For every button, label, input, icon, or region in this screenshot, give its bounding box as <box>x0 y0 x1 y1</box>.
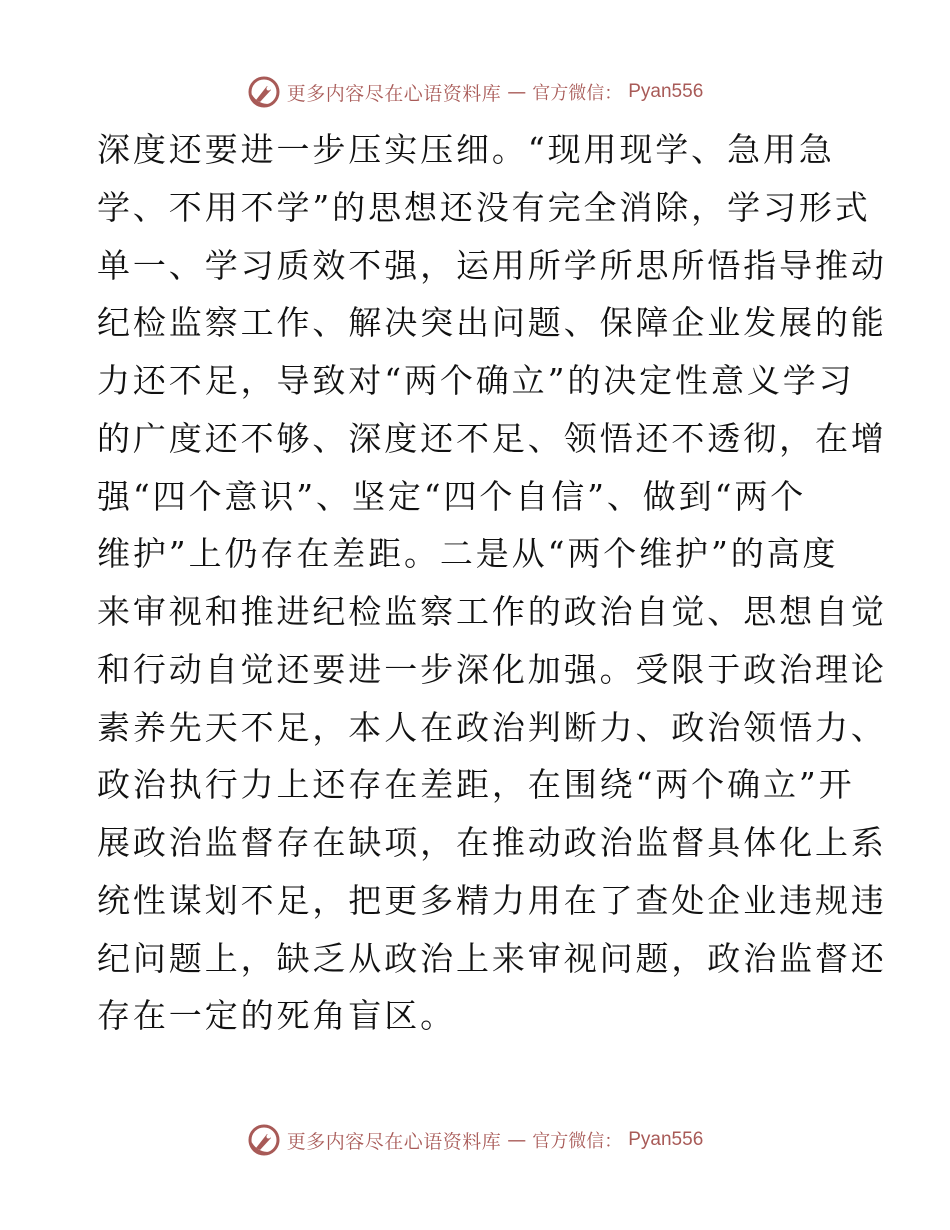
body-line-15: 纪问题上，缺乏从政治上来审视问题，政治监督还 <box>97 938 887 978</box>
body-line-4: 纪检监察工作、解决突出问题、保障企业发展的能 <box>97 303 887 343</box>
body-line-13: 展政治监督存在缺项，在推动政治监督具体化上系 <box>97 823 887 862</box>
header-wechat-label: 官方微信： <box>532 83 623 104</box>
body-line-8: 维护”上仍存在差距。二是从“两个维护”的高度 <box>97 534 839 574</box>
body-line-6: 的广度还不够、深度还不足、领悟还不透彻，在增 <box>97 418 887 458</box>
body-line-7: 强“四个意识”、坚定“四个自信”、做到“两个 <box>97 476 807 516</box>
body-line-10: 和行动自觉还要进一步深化加强。受限于政治理论 <box>97 649 887 689</box>
body-line-5: 力还不足，导致对“两个确立”的决定性意义学习 <box>97 361 855 400</box>
body-line-16: 存在一定的死角盲区。 <box>97 996 456 1036</box>
body-line-3: 单一、学习质效不强，运用所学所思所悟指导推动 <box>97 245 887 285</box>
body-line-12: 政治执行力上还存在差距，在围绕“两个确立”开 <box>97 765 855 805</box>
body-line-9: 来审视和推进纪检监察工作的政治自觉、思想自觉 <box>97 592 887 631</box>
footer-site-text: 更多内容尽在心语资料库 <box>286 1130 502 1153</box>
body-line-2: 学、不用不学”的思想还没有完全消除，学习形式 <box>97 187 871 227</box>
body-line-14: 统性谋划不足，把更多精力用在了查处企业违规违 <box>97 880 887 920</box>
pen-nib-logo-icon <box>247 75 281 109</box>
footer-wechat-label: 官方微信： <box>532 1131 623 1152</box>
footer-separator: — <box>507 1129 527 1151</box>
header-separator: — <box>507 81 527 103</box>
header-banner <box>0 72 950 112</box>
document-body <box>97 121 887 1045</box>
footer-wechat-id: Pyan556 <box>628 1129 704 1150</box>
header-site-text: 更多内容尽在心语资料库 <box>286 82 502 105</box>
body-line-11: 素养先天不足，本人在政治判断力、政治领悟力、 <box>97 707 887 747</box>
body-line-1: 深度还要进一步压实压细。“现用现学、急用急 <box>97 130 835 169</box>
footer-banner <box>0 1120 950 1160</box>
header-wechat-id: Pyan556 <box>628 81 704 102</box>
pen-nib-logo-icon <box>247 1123 281 1157</box>
